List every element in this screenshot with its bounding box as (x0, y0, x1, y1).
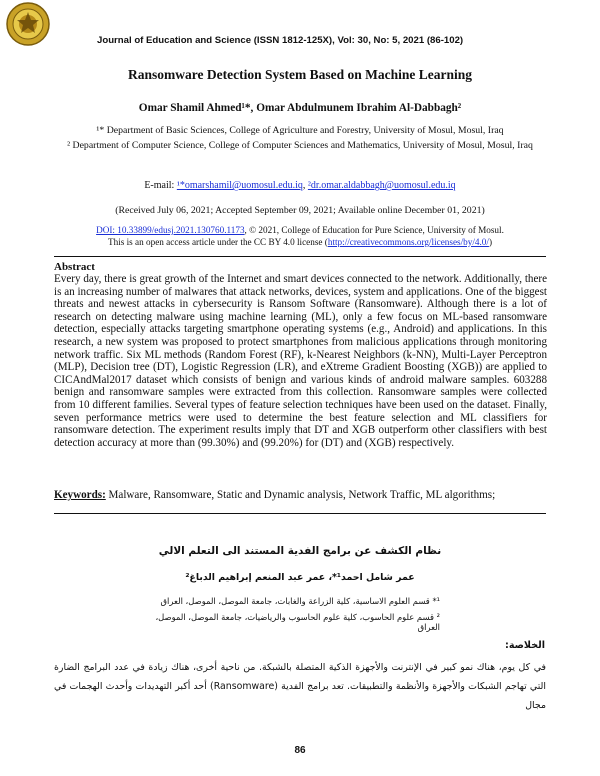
abstract-heading: Abstract (54, 261, 95, 273)
divider-top (54, 256, 546, 257)
arabic-affiliation-1: ¹* قسم العلوم الاساسية، كلية الزراعة والغابات، جامعة الموصل، الموصل، العراق (160, 596, 440, 606)
email-line (0, 180, 600, 191)
affiliation-1: ¹* Department of Basic Sciences, College of Agriculture and Forestry, University of Mosul, Mosul, Iraq (96, 125, 504, 136)
email-link-2[interactable]: ²dr.omar.aldabbagh@uomosul.edu.iq (307, 180, 456, 191)
keywords-text: Malware, Ransomware, Static and Dynamic analysis, Network Traffic, ML algorithms; (105, 489, 496, 501)
license-close: ) (488, 236, 492, 247)
email-link-1[interactable]: ¹*omarshamil@uomosul.edu.iq (176, 180, 303, 191)
paper-authors: Omar Shamil Ahmed¹*, Omar Abdulmunem Ibrahim Al-Dabbagh² (138, 102, 462, 114)
divider-bottom (54, 513, 546, 514)
arabic-title: نظام الكشف عن برامج الفدية المستند الى التعلم الالي (158, 545, 442, 557)
doi-block (0, 225, 600, 248)
arabic-summary-heading: الخلاصة: (504, 640, 545, 651)
abstract-text: Every day, there is great growth of the Internet and smart devices connected to the network. Additionally, there is an increasing number of malwares that attack networks, devices, system and applications. One of the biggest threats and newest attacks in cybersecurity is Ransom Software (Ransomware). Although there is a lot of research on detecting malware using machine learning (ML), only a few focus on ML-based ransomware detection, especially attacks targeting smartphone operating systems (e.g., Android) and applications. In this research, a new system was proposed to protect smartphones from malicious applications through monitoring network traffic. Six ML methods (Random Forest (RF), k-Nearest Neighbors (k-NN), Multi-Layer Perceptron (MLP), Decision tree (DT), Logistic Regression (LR), and eXtreme Gradient Boosting (XGB)) are applied to CICAndMal2017 dataset which consists of benign and various kinds of android malware samples. 603288 benign and ransomware samples were extracted from this collection. Ransomware samples were collected from 10 different families. Several types of feature selection techniques have been used on the dataset. Finally, seven performance metrics were used to determine the best feature selection and ML classifiers for ransomware detection. The experiment results imply that DT and XGB outperform other classifiers with best detection accuracy at more than (99.30%) and (99.20%) for (DT) and (XGB) respectively. (54, 273, 547, 449)
license-text: This is an open access article under the CC BY 4.0 license ( (108, 236, 328, 247)
copyright-text: , © 2021, College of Education for Pure Science, University of Mosul. (244, 225, 504, 235)
doi-link[interactable]: DOI: 10.33899/edusj.2021.130760.1173 (96, 225, 245, 235)
keywords-line (54, 489, 547, 501)
journal-header: Journal of Education and Science (ISSN 1812-125X), Vol: 30, No: 5, 2021 (86-102) (97, 35, 464, 46)
page-number: 86 (294, 745, 306, 756)
email-label: E-mail: (144, 180, 177, 191)
paper-title: Ransomware Detection System Based on Machine Learning (128, 67, 472, 82)
received-dates: (Received July 06, 2021; Accepted September 09, 2021; Available online December 01, 2021) (115, 205, 485, 216)
arabic-authors: عمر شامل احمد¹*، عمر عبد المنعم إبراهيم الدباغ² (185, 572, 415, 583)
arabic-summary-text: في كل يوم، هناك نمو كبير في الإنترنت والأجهزة الذكية المتصلة بالشبكة. من ناحية أخرى، هناك زيادة في عدد البرامج الضارة التي تهاجم الشبكات والأجهزة والأنظمة والتطبيقات. تعد برامج الفدية (Ransomware) أحد أكبر التهديدات وأحدث الهجمات في مجال (54, 662, 546, 711)
arabic-affiliation-2: ² قسم علوم الحاسوب، كلية علوم الحاسوب والرياضيات، جامعة الموصل، الموصل، العراق (155, 612, 440, 632)
email-separator: , (302, 180, 308, 191)
journal-seal-logo (6, 2, 50, 46)
affiliation-2: ² Department of Computer Science, College of Computer Sciences and Mathematics, University of Mosul, Mosul, Iraq (67, 140, 533, 151)
keywords-label: Keywords: (54, 489, 106, 501)
license-link[interactable]: http://creativecommons.org/licenses/by/4.0/ (327, 236, 489, 247)
